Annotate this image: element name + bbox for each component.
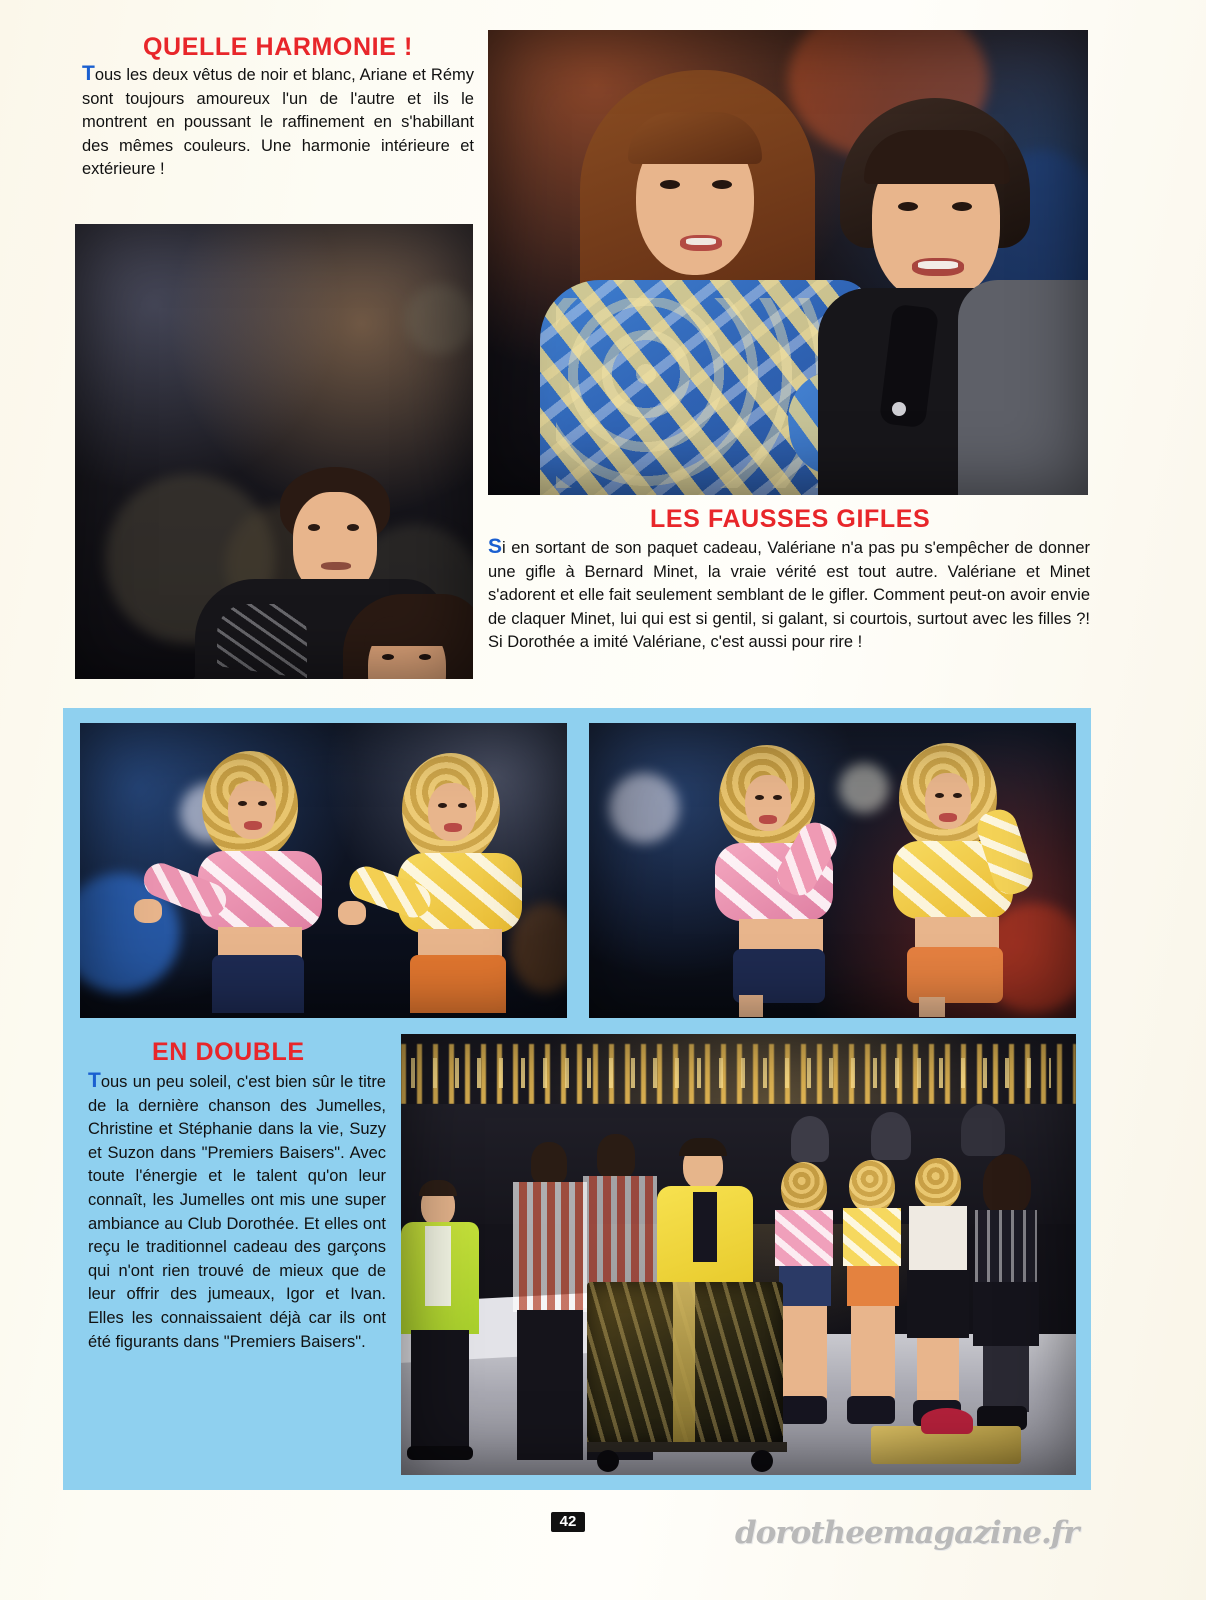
heading-quelle-harmonie: QUELLE HARMONIE ! — [143, 33, 413, 61]
dropcap-les-fausses-gifles: S — [488, 535, 503, 558]
body-en-double — [88, 1070, 386, 1354]
magazine-logo: dorotheemagazine.fr — [735, 1515, 1079, 1551]
body-text-quelle-harmonie: ous les deux vêtus de noir et blanc, Ariane et Rémy sont toujours amoureux l'un de l'autre et ils le montrent en poussant le raffinement en s'habillant des mêmes couleurs. Une harmonie intérieure et extérieure ! — [82, 66, 474, 179]
photo-ariane-remy — [75, 224, 473, 679]
dropcap-quelle-harmonie: T — [82, 62, 95, 85]
photo-jumelles-droite — [589, 723, 1076, 1018]
body-les-fausses-gifles — [488, 536, 1090, 655]
photo-jumelles-gauche — [80, 723, 567, 1018]
heading-les-fausses-gifles: LES FAUSSES GIFLES — [650, 505, 931, 533]
page-number: 42 — [551, 1512, 585, 1532]
dropcap-en-double: T — [88, 1069, 101, 1092]
photo-plateau-cadeau — [401, 1034, 1076, 1475]
body-quelle-harmonie — [82, 63, 474, 182]
body-text-en-double: ous un peu soleil, c'est bien sûr le titre de la dernière chanson des Jumelles, Christine et Stéphanie dans la vie, Suzy et Suzon dans "Premiers Baisers". Avec toute l'énergie et le talent qu'on leur connaît, les Jumelles ont mis une super ambiance au Club Dorothée. Et elles ont reçu le traditionnel cadeau des garçons qui n'ont rien trouvé de mieux que de leur offrir des jumeaux, Igor et Ivan. Elles les connaissaient déjà car ils ont été figurants dans "Premiers Baisers". — [88, 1073, 386, 1351]
heading-en-double: EN DOUBLE — [152, 1038, 305, 1066]
body-text-les-fausses-gifles: i en sortant de son paquet cadeau, Valériane n'a pas pu s'empêcher de donner une gifle à Bernard Minet, la vraie vérité est tout autre. Valériane et Minet s'adorent et elle fait seulement semblant de le gifler. Comment peut-on avoir envie de claquer Minet, lui qui est si gentil, si galant, si courtois, surtout avec les filles ?! Si Dorothée a imité Valériane, c'est aussi pour rire ! — [488, 539, 1090, 652]
photo-valeriane-minet — [488, 30, 1088, 495]
